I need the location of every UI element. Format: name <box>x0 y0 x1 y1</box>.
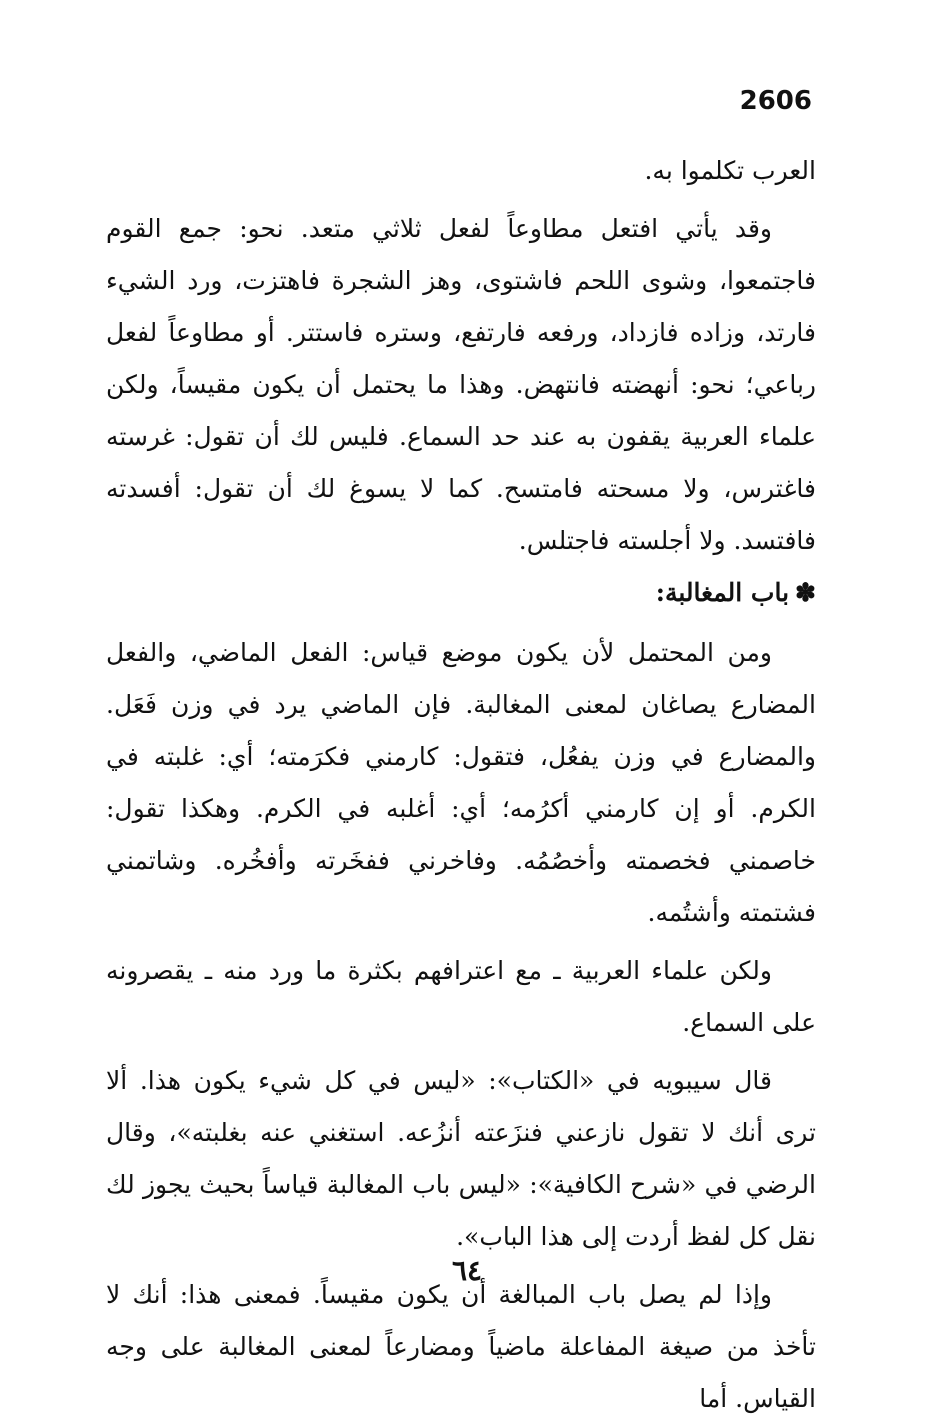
paragraph-conclusion: وإذا لم يصل باب المبالغة أن يكون مقيساً. فمعنى هذا: أنك لا تأخذ من صيغة المفاعلة ماضياً ومضارعاً لمعنى المغالبة على وجه القياس. أما <box>106 1280 816 1413</box>
paragraph-sibawayh-quote: قال سيبويه في «الكتاب»: «ليس في كل شيء يكون هذا. ألا ترى أنك لا تقول نازعني فنزَعته أنزُعه. استغني عنه بغلبته»، وقال الرضي في «شرح الكافية»: «ليس باب المغالبة قياساً بحيث يجوز لك نقل كل لفظ أردت إلى هذا الباب». <box>106 1066 816 1251</box>
page-number-footer: ٦٤ <box>451 1254 483 1287</box>
paragraph-mughalaba-forms: ومن المحتمل لأن يكون موضع قياس: الفعل الماضي، والفعل المضارع يصاغان لمعنى المغالبة. فإن الماضي يرد في وزن فَعَل. والمضارع في وزن يفعُل، فتقول: كارمني فكرَمته؛ أي: غلبته في الكرم. أو إن كارمني أكرُمه؛ أي: أغلبه في الكرم. وهكذا تقول: خاصمني فخصمته وأخصُمُه. وفاخرني ففخَرته وأفخُره. وشاتمني فشتمته وأشتُمه. <box>106 638 816 927</box>
paragraph-continuation: العرب تكلموا به. <box>644 156 816 185</box>
journal-page-number: 2606 <box>739 86 812 116</box>
bullet-icon: ✽ <box>795 578 816 607</box>
paragraph-iftaal: وقد يأتي افتعل مطاوعاً لفعل ثلاثي متعد. نحو: جمع القوم فاجتمعوا، وشوى اللحم فاشتوى، وهز الشجرة فاهتزت، ورد الشيء فارتد، وزاده فازداد، ورفعه فارتفع، وستره فاستتر. أو مطاوعاً لفعل رباعي؛ نحو: أنهضته فانتهض. وهذا ما يحتمل أن يكون مقيساً، ولكن علماء العربية يقفون به عند حد السماع. فليس لك أن تقول: غرسته فاغترس، ولا مسحته فامتسح. كما لا يسوغ لك أن تقول: أفسدته فافتسد. ولا أجلسته فاجتلس. <box>106 214 816 555</box>
section-heading-mughalaba <box>106 567 816 619</box>
section-title: باب المغالبة: <box>655 578 790 607</box>
article-body <box>106 145 816 1425</box>
paragraph-scholars-view: ولكن علماء العربية ـ مع اعترافهم بكثرة ما ورد منه ـ يقصرونه على السماع. <box>106 956 816 1037</box>
